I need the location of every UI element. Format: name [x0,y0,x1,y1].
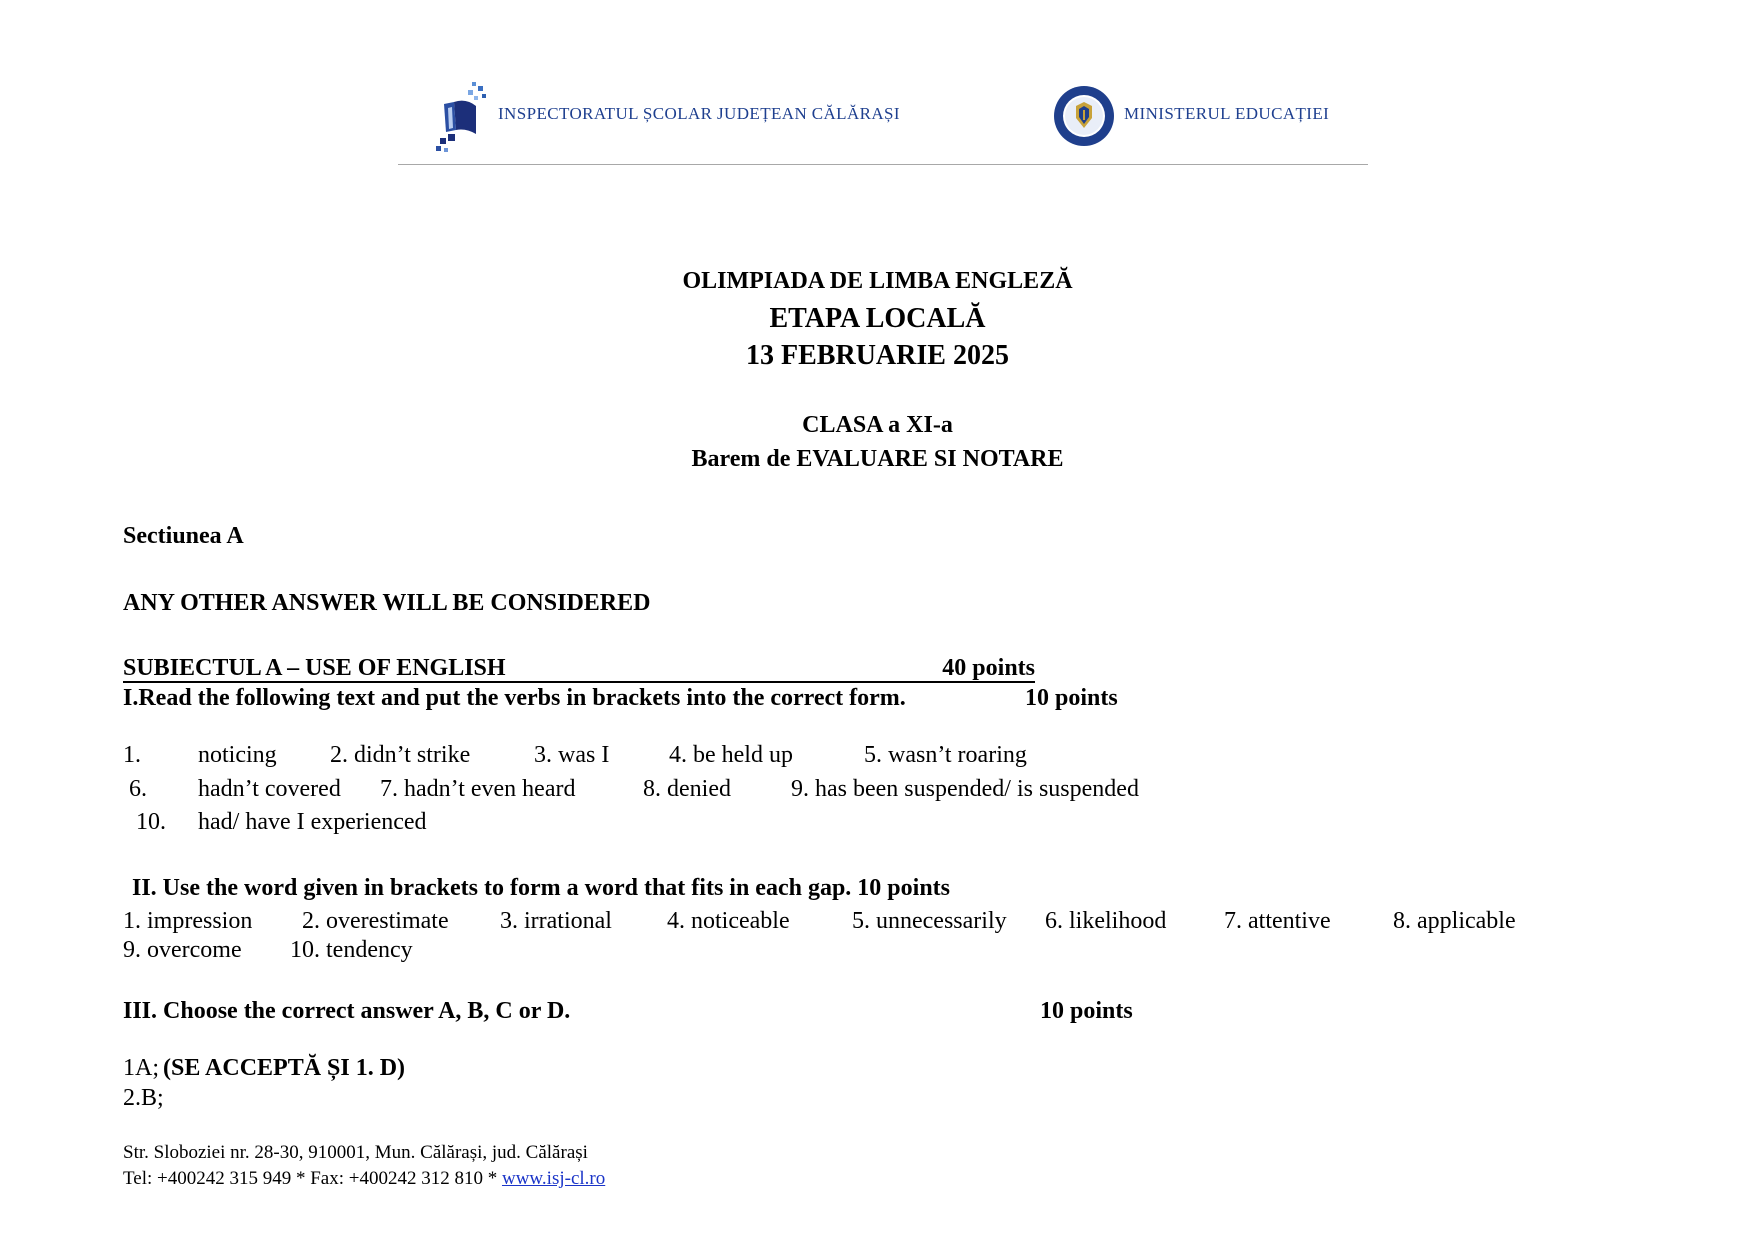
subject-a-points: 40 points [942,655,1035,681]
ex2-instruction: II. Use the word given in brackets to form a word that fits in each gap. 10 points [132,875,950,901]
footer-website-link[interactable]: www.isj-cl.ro [501,1168,606,1189]
olympiad-title: OLIMPIADA DE LIMBA ENGLEZĂ [682,268,1073,294]
ex2-answer: 8. applicable [1393,908,1516,934]
section-heading: Sectiunea A [123,523,244,549]
ex3-answer-1-value: 1A; [123,1055,159,1081]
ex1-answer-label: 6. [129,776,147,802]
ministry-name: MINISTERUL EDUCAȚIEI [1124,104,1330,123]
stage-title: ETAPA LOCALĂ [769,303,986,334]
ex1-answer: 8. denied [643,776,731,802]
header-divider [398,164,1368,165]
ex3-answer-1 [123,1055,405,1082]
ex2-answer: 10. tendency [290,937,413,963]
ex1-answer: 7. hadn’t even heard [380,776,576,802]
ex1-answer: hadn’t covered [198,776,341,802]
ex2-answer: 9. overcome [123,937,242,963]
ex1-answer: 3. was I [534,742,610,768]
footer-address: Str. Sloboziei nr. 28-30, 910001, Mun. Călărași, jud. Călărași [123,1142,588,1163]
barem-title: Barem de EVALUARE SI NOTARE [691,446,1064,472]
ex1-answer-label: 1. [123,742,141,768]
subject-a-heading [123,655,1035,683]
ex1-points: 10 points [1025,685,1118,711]
ex1-instruction: I.Read the following text and put the verbs in brackets into the correct form. [123,685,906,711]
ex1-answer: 2. didn’t strike [330,742,471,768]
subject-a-label: SUBIECTUL A – USE OF ENGLISH [123,655,506,681]
ex3-answer-2: 2.B; [123,1085,164,1111]
footer-contact: Tel: +400242 315 949 * Fax: +400242 312 810 * [123,1168,498,1189]
note-heading: ANY OTHER ANSWER WILL BE CONSIDERED [123,590,651,616]
ex1-answer: noticing [198,742,277,768]
ex2-answer: 1. impression [123,908,253,934]
date-title: 13 FEBRUARIE 2025 [746,340,1009,371]
ex1-answer: 9. has been suspended/ is suspended [791,776,1139,802]
ministry-seal [1052,84,1116,148]
ex2-answer: 4. noticeable [667,908,790,934]
footer-contact-line [123,1168,605,1190]
ex2-answer: 6. likelihood [1045,908,1167,934]
ex1-answer-label: 10. [136,809,166,835]
ex1-answer: 4. be held up [669,742,793,768]
ex1-answer: 5. wasn’t roaring [864,742,1027,768]
class-title: CLASA a XI-a [802,412,953,438]
ex2-answer: 7. attentive [1224,908,1331,934]
isj-logo [432,78,494,156]
ex3-answer-1-note: (SE ACCEPTĂ ȘI 1. D) [163,1055,406,1081]
ex1-answer: had/ have I experienced [198,809,427,835]
ex2-answer: 3. irrational [500,908,612,934]
ex2-answer: 2. overestimate [302,908,449,934]
isj-name: INSPECTORATUL ȘCOLAR JUDEȚEAN CĂLĂRAȘI [498,104,900,123]
ex2-answer: 5. unnecessarily [852,908,1007,934]
ex3-instruction: III. Choose the correct answer A, B, C or D. [123,998,571,1024]
ex3-points: 10 points [1040,998,1133,1024]
